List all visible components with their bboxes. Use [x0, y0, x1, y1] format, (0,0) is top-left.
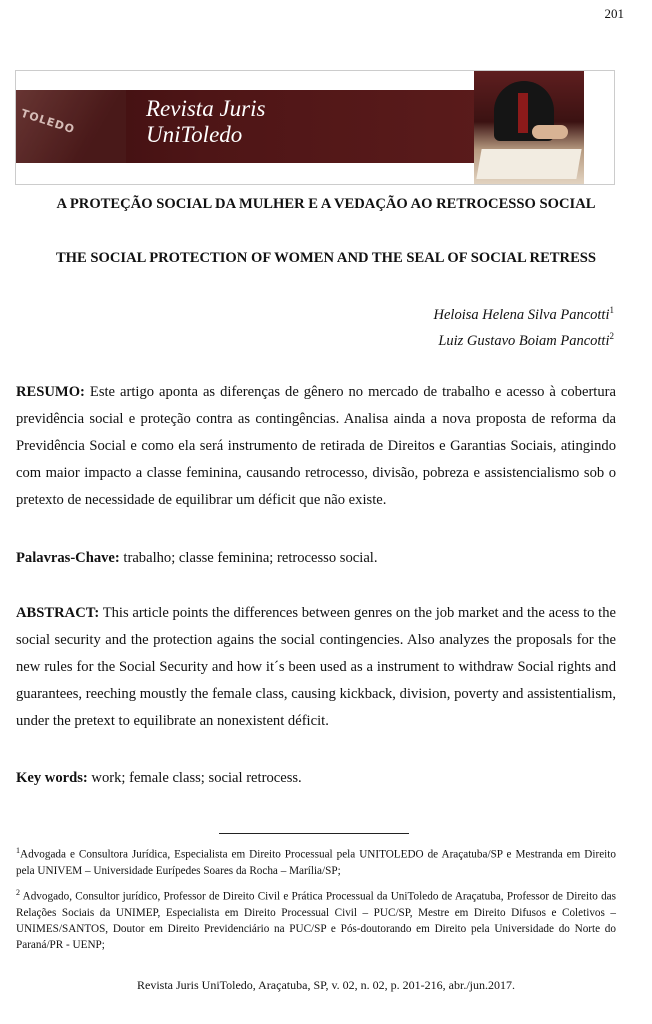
building-sign: TOLEDO [19, 106, 77, 137]
hand-shape [532, 125, 568, 139]
abstract-label: ABSTRACT: [16, 605, 100, 621]
key-words-text: work; female class; social retrocess. [87, 770, 302, 786]
journal-logo [146, 96, 265, 148]
palavras-chave [16, 545, 616, 572]
journal-citation: Revista Juris UniToledo, Araçatuba, SP, v. 02, n. 02, p. 201-216, abr./jun.2017. [136, 978, 516, 992]
author-2-note: 2 [609, 331, 614, 341]
footnote-1-mark: 1 [16, 846, 20, 855]
footnote-1-text: Advogada e Consultora Jurídica, Especialista em Direito Processual pela UNITOLEDO de Araçatuba/SP e Mestranda em Direito pela UNIVEM – Universidade Eurípedes Soares da Rocha – Marília/SP; [16, 848, 616, 877]
abstract-paragraph [16, 600, 616, 735]
building-image [16, 90, 126, 163]
footnote-2 [16, 885, 616, 953]
banner-right-margin [584, 71, 614, 184]
lawyer-photo [474, 71, 584, 184]
paper-shape [476, 149, 581, 179]
journal-banner [15, 70, 615, 185]
abstract-text: This article points the differences between genres on the job market and the acess to the social security and the protection agains the social contingencies. Also analyzes the proposals for the new rules for the Social Security and how it´s been used as a instrument to withdraw Social rights and guarantees, reeching moustly the female class, causing kickback, division, poverty and assistentialism, under the pretext to equilibrate an nonexistent déficit. [16, 605, 616, 729]
resumo-text: Este artigo aponta as diferenças de gênero no mercado de trabalho e acesso à cobertura previdência social e proteção contra as contingências. Analisa ainda a nova proposta de reforma da Previdência Social e como ela será instrumento de retirada de Direitos e Garantias Sociais, atingindo com maior impacto a classe feminina, causando retrocesso, divisão, pobreza e assistencialismo sob o pretexto de necessidade de equilibrar um déficit que não existe. [16, 384, 616, 508]
author-1-name: Heloisa Helena Silva Pancotti [433, 306, 610, 323]
tie-shape [518, 93, 528, 133]
journal-logo-line1: Revista Juris [146, 96, 266, 121]
key-words [16, 765, 616, 792]
footnote-2-text: Advogado, Consultor jurídico, Professor de Direito Civil e Prática Processual da UniToledo de Araçatuba, Professor de Direito das Relações Sociais da UNIMEP, Especialista em Direito Processual Civil – PUC/SP, Mestre em Direito Difusos e Coletivos – UNIMES/SANTOS, Doutor em Direito Previdenciário na PUC/SP e Pós-doutorando em Direito pela Universidade do Norte do Paraná/PR - UENP; [16, 890, 616, 951]
author-2 [438, 331, 614, 350]
author-1-note: 1 [609, 305, 614, 315]
journal-logo-line2: UniToledo [146, 122, 243, 147]
palavras-chave-label: Palavras-Chave: [16, 550, 120, 566]
article-title-en: THE SOCIAL PROTECTION OF WOMEN AND THE SEAL OF SOCIAL RETRESS [55, 250, 597, 266]
author-2-name: Luiz Gustavo Boiam Pancotti [438, 332, 610, 349]
page-number: 201 [604, 6, 624, 21]
resumo-label: RESUMO: [16, 384, 85, 400]
article-title-pt: A PROTEÇÃO SOCIAL DA MULHER E A VEDAÇÃO AO RETROCESSO SOCIAL [56, 196, 596, 212]
author-1 [434, 305, 614, 324]
banner-band [16, 90, 486, 163]
footnote-divider [219, 833, 409, 834]
key-words-label: Key words: [16, 770, 88, 786]
footnote-2-mark: 2 [16, 888, 20, 897]
resumo-paragraph [16, 379, 616, 514]
palavras-chave-text: trabalho; classe feminina; retrocesso social. [119, 550, 378, 566]
footnote-1 [16, 843, 616, 879]
